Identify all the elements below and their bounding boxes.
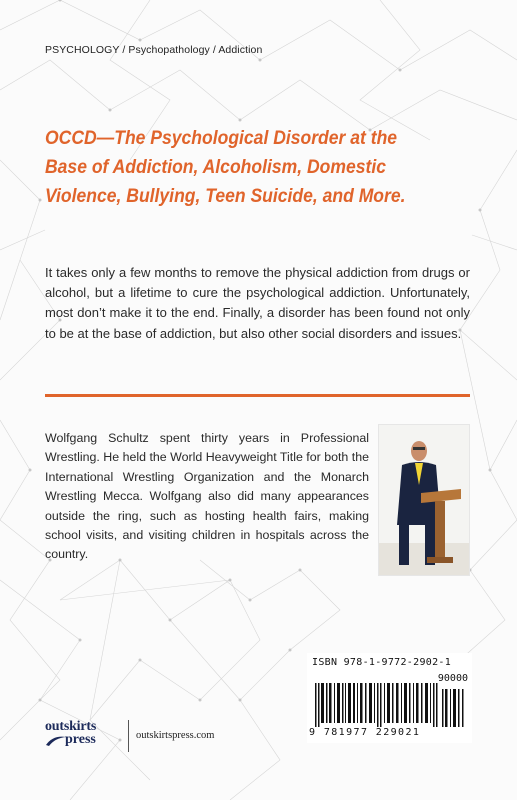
author-bio: Wolfgang Schultz spent thirty years in Professional Wrestling. He held the World Heavyweight Title for both the International Wrestling Organization and the Monarch Wrestling Mecca. Wolfgang also did many appearances outside the ring, such as hosting health fairs, making school visits, and visiting children in hospitals across the country.	[45, 431, 369, 562]
price-code: 90000	[437, 673, 468, 684]
barcode-digits: 9 781977 229021	[309, 727, 421, 738]
logo-divider	[128, 720, 129, 752]
headline-line: OCCD—The Psychological Disorder at the	[45, 127, 398, 149]
book-blurb: It takes only a few months to remove the physical addiction from drugs or alcohol, but a lifetime to cure the psychological addiction. Unfortunately, most don’t make it to the end. Finally, a disorder has been found not only to be at the base of addiction, but also other social disorders and issues.	[45, 265, 470, 341]
barcode-bars	[315, 683, 465, 727]
logo-text-top: outskirts	[45, 719, 97, 734]
headline-line: Violence, Bullying, Teen Suicide, and More.	[45, 185, 406, 207]
publisher-website: outskirtspress.com	[136, 730, 215, 741]
isbn-barcode	[307, 653, 472, 743]
accent-divider	[45, 394, 470, 397]
headline	[45, 124, 441, 211]
author-photo	[378, 424, 470, 576]
isbn-number: ISBN 978-1-9772-2902-1	[312, 657, 452, 668]
swoosh-icon	[45, 733, 67, 747]
logo-text-bottom: press	[65, 732, 96, 747]
book-category: PSYCHOLOGY / Psychopathology / Addiction	[45, 44, 263, 56]
publisher-logo	[45, 719, 125, 753]
headline-line: Base of Addiction, Alcoholism, Domestic	[45, 156, 386, 178]
